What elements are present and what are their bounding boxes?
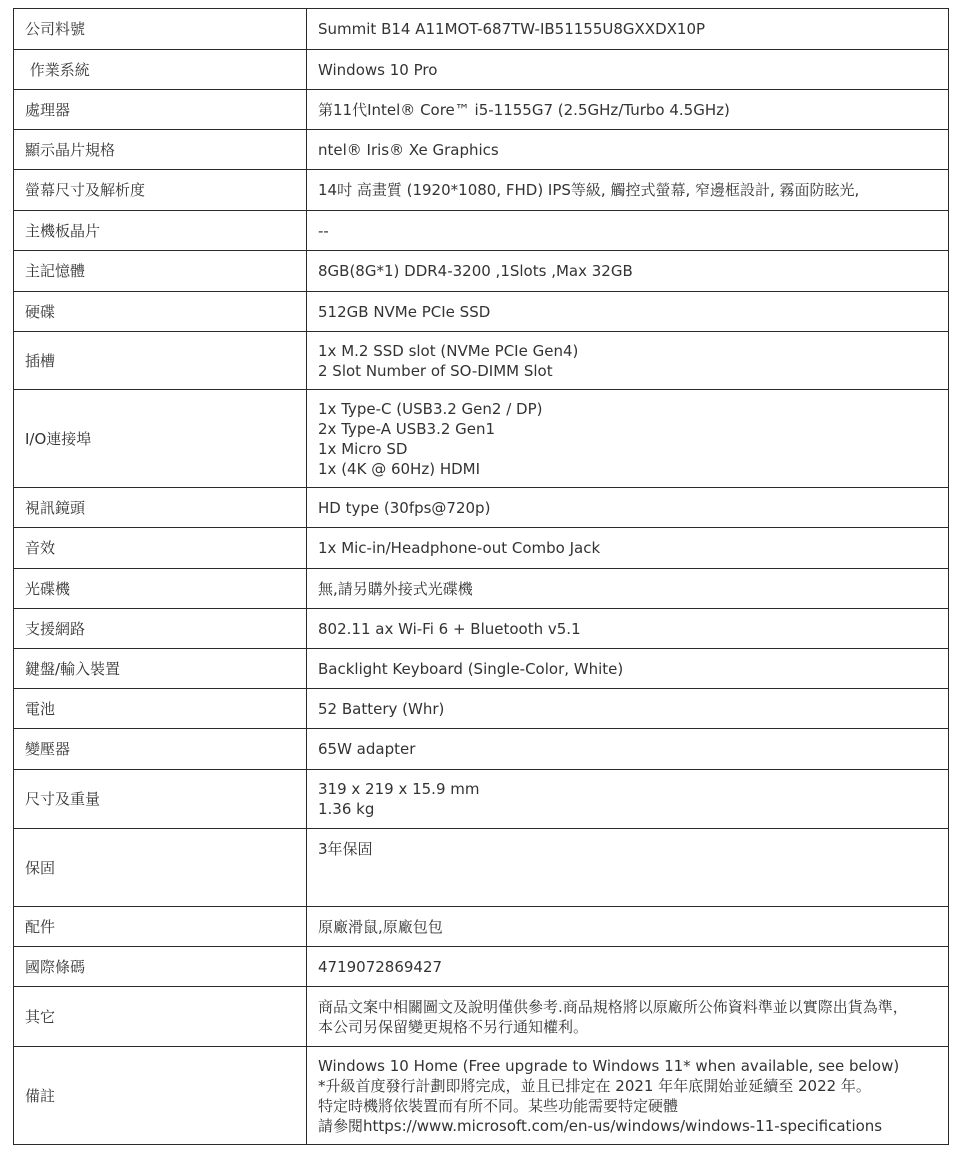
spec-value <box>307 9 949 50</box>
label-text: 其它 <box>25 1007 56 1026</box>
spec-value <box>307 50 949 90</box>
label-text: 鍵盤/輸入裝置 <box>25 659 121 678</box>
spec-row-slots <box>14 332 949 390</box>
label-text: 支援網路 <box>25 619 86 638</box>
spec-label <box>14 332 307 390</box>
spec-label <box>14 987 307 1047</box>
spec-row-cpu <box>14 90 949 130</box>
label-text: 作業系統 <box>25 60 90 79</box>
value-line: 1x Micro SD <box>318 439 408 458</box>
spec-label <box>14 170 307 211</box>
spec-row-network <box>14 609 949 649</box>
spec-row-notes <box>14 1047 949 1145</box>
value-line: 3年保固 <box>318 840 373 858</box>
spec-value <box>307 488 949 528</box>
value-line: 1.36 kg <box>318 800 375 818</box>
spec-row-os <box>14 50 949 90</box>
label-text: 配件 <box>25 917 56 936</box>
spec-value <box>307 292 949 332</box>
value-line: 2x Type-A USB3.2 Gen1 <box>318 419 496 438</box>
spec-label <box>14 689 307 729</box>
value-line: 商品文案中相關圖文及說明僅供參考.商品規格將以原廠所公佈資料準並以實際出貨為準， <box>318 997 908 1016</box>
value-line: 1x M.2 SSD slot (NVMe PCIe Gen4) <box>318 341 579 360</box>
spec-value <box>307 770 949 829</box>
label-text: 備註 <box>25 1086 56 1105</box>
value-line: 8GB(8G*1) DDR4-3200 ,1Slots ,Max 32GB <box>318 262 633 280</box>
value-line: 14吋 高畫質 (1920*1080, FHD) IPS等級, 觸控式螢幕, 窄邊框設計, 霧面防眩光, <box>318 181 860 199</box>
value-line: 請參閱https://www.microsoft.com/en-us/windows/windows-11-specifications <box>318 1116 883 1135</box>
label-text: 變壓器 <box>25 740 71 758</box>
spec-value <box>307 689 949 729</box>
value-line: 4719072869427 <box>318 957 443 976</box>
value-line: 2 Slot Number of SO-DIMM Slot <box>318 361 553 380</box>
label-text: 尺寸及重量 <box>25 790 101 808</box>
label-text: 顯示晶片規格 <box>25 140 116 159</box>
spec-row-accessories <box>14 907 949 947</box>
label-text: I/O連接埠 <box>25 429 92 448</box>
value-line: 52 Battery (Whr) <box>318 699 445 718</box>
spec-label <box>14 569 307 609</box>
label-text: 螢幕尺寸及解析度 <box>25 181 146 199</box>
spec-value <box>307 251 949 292</box>
value-line: Windows 10 Home (Free upgrade to Windows 11* when available, see below) <box>318 1056 900 1075</box>
spec-value <box>307 528 949 569</box>
spec-row-other <box>14 987 949 1047</box>
spec-value <box>307 729 949 770</box>
spec-value <box>307 569 949 609</box>
value-line: 特定時機將依裝置而有所不同。某些功能需要特定硬體 <box>318 1096 679 1115</box>
spec-label <box>14 251 307 292</box>
spec-label <box>14 770 307 829</box>
value-line: -- <box>318 221 329 240</box>
spec-value <box>307 829 949 907</box>
value-line: HD type (30fps@720p) <box>318 498 491 517</box>
spec-label <box>14 211 307 251</box>
label-text: 國際條碼 <box>25 957 86 976</box>
spec-row-battery <box>14 689 949 729</box>
value-line: 本公司另保留變更規格不另行通知權利。 <box>318 1017 589 1036</box>
spec-label <box>14 90 307 130</box>
value-line: Windows 10 Pro <box>318 60 438 79</box>
spec-label <box>14 488 307 528</box>
spec-value <box>307 130 949 170</box>
value-line: 第11代Intel® Core™ i5-1155G7 (2.5GHz/Turbo 4.5GHz) <box>318 100 730 119</box>
label-text: 處理器 <box>25 100 71 119</box>
label-text: 硬碟 <box>25 302 56 321</box>
label-text: 主記憶體 <box>25 262 86 280</box>
value-line: 原廠滑鼠,原廠包包 <box>318 917 443 936</box>
value-line: 無,請另購外接式光碟機 <box>318 579 473 598</box>
spec-row-adapter <box>14 729 949 770</box>
spec-label <box>14 292 307 332</box>
label-text: 視訊鏡頭 <box>25 498 86 517</box>
spec-row-audio <box>14 528 949 569</box>
spec-row-storage <box>14 292 949 332</box>
spec-label <box>14 390 307 488</box>
value-line: 1x Type-C (USB3.2 Gen2 / DP) <box>318 399 543 418</box>
label-text: 公司料號 <box>25 20 86 38</box>
spec-label <box>14 1047 307 1145</box>
label-text: 插槽 <box>25 351 56 370</box>
spec-value <box>307 987 949 1047</box>
value-line: 512GB NVMe PCIe SSD <box>318 302 491 321</box>
spec-value <box>307 907 949 947</box>
spec-value <box>307 649 949 689</box>
value-line: 802.11 ax Wi-Fi 6 + Bluetooth v5.1 <box>318 619 581 638</box>
value-line: 65W adapter <box>318 740 416 758</box>
spec-value <box>307 90 949 130</box>
value-line: Summit B14 A11MOT-687TW-IB51155U8GXXDX10P <box>318 20 706 38</box>
label-text: 主機板晶片 <box>25 221 101 240</box>
spec-row-display <box>14 170 949 211</box>
spec-label <box>14 9 307 50</box>
value-line: 319 x 219 x 15.9 mm <box>318 780 480 798</box>
spec-value <box>307 390 949 488</box>
spec-label <box>14 50 307 90</box>
value-line: ntel® Iris® Xe Graphics <box>318 140 499 159</box>
spec-label <box>14 528 307 569</box>
spec-value <box>307 170 949 211</box>
spec-value <box>307 1047 949 1145</box>
value-line: Backlight Keyboard (Single-Color, White) <box>318 659 624 678</box>
spec-label <box>14 649 307 689</box>
spec-row-barcode <box>14 947 949 987</box>
label-text: 光碟機 <box>25 579 71 598</box>
spec-label <box>14 609 307 649</box>
spec-label <box>14 130 307 170</box>
spec-row-part-number <box>14 9 949 50</box>
spec-row-keyboard <box>14 649 949 689</box>
spec-label <box>14 829 307 907</box>
spec-row-warranty <box>14 829 949 907</box>
spec-label <box>14 729 307 770</box>
spec-row-memory <box>14 251 949 292</box>
spec-value <box>307 211 949 251</box>
spec-row-optical-drive <box>14 569 949 609</box>
spec-label <box>14 907 307 947</box>
spec-value <box>307 332 949 390</box>
value-line: 1x (4K @ 60Hz) HDMI <box>318 459 481 478</box>
spec-label <box>14 947 307 987</box>
spec-row-webcam <box>14 488 949 528</box>
value-line: 1x Mic-in/Headphone-out Combo Jack <box>318 539 601 557</box>
spec-value <box>307 947 949 987</box>
label-text: 音效 <box>25 539 56 557</box>
spec-row-io-ports <box>14 390 949 488</box>
spec-row-gpu <box>14 130 949 170</box>
label-text: 保固 <box>25 858 56 877</box>
spec-row-dimensions <box>14 770 949 829</box>
spec-row-chipset <box>14 211 949 251</box>
label-text: 電池 <box>25 699 56 718</box>
spec-value <box>307 609 949 649</box>
spec-table <box>13 8 949 1145</box>
value-line: *升級首度發行計劃即將完成，並且已排定在 2021 年年底開始並延續至 2022 年。 <box>318 1076 871 1095</box>
